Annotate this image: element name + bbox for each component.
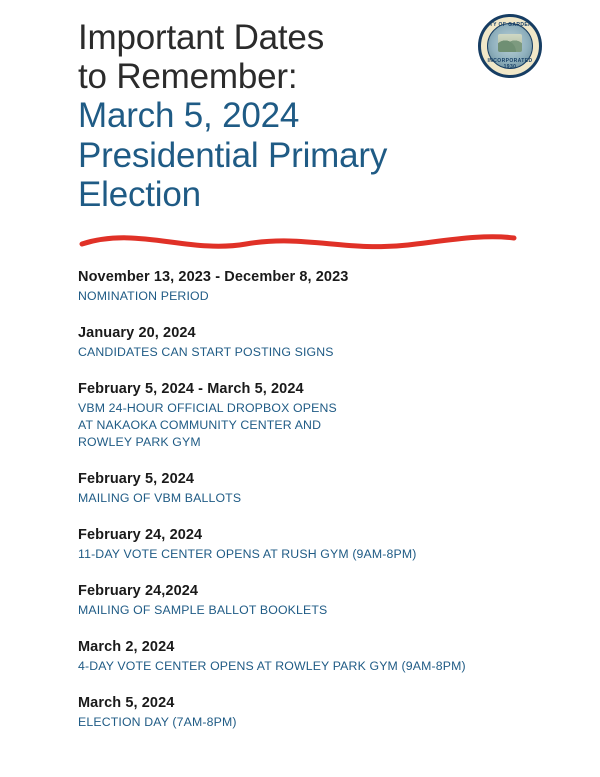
city-seal-band bbox=[481, 17, 539, 75]
entry-description bbox=[78, 344, 548, 361]
entry-description-line: VBM 24-HOUR OFFICIAL DROPBOX OPENS bbox=[78, 400, 337, 415]
entry-description bbox=[78, 658, 548, 675]
city-seal-icon bbox=[478, 14, 542, 78]
title-line-3: March 5, 2024 bbox=[78, 96, 300, 136]
entry-description-line: CANDIDATES CAN START POSTING SIGNS bbox=[78, 344, 334, 359]
entry-description-line: MAILING OF VBM BALLOTS bbox=[78, 490, 242, 505]
important-dates-list bbox=[78, 269, 548, 731]
entry-description-line: MAILING OF SAMPLE BALLOT BOOKLETS bbox=[78, 602, 328, 617]
list-item bbox=[78, 381, 548, 451]
entry-date: March 2, 2024 bbox=[78, 638, 175, 655]
entry-description bbox=[78, 546, 548, 563]
city-seal-top-text: CITY OF GARDENA bbox=[483, 22, 537, 28]
entry-description-line: ROWLEY PARK GYM bbox=[78, 434, 201, 449]
entry-description bbox=[78, 288, 548, 305]
entry-description-line: AT NAKAOKA COMMUNITY CENTER AND bbox=[78, 417, 322, 432]
list-item bbox=[78, 527, 548, 563]
list-item bbox=[78, 471, 548, 507]
list-item bbox=[78, 583, 548, 619]
city-seal-bottom-text: INCORPORATED 1930 bbox=[487, 58, 533, 70]
title-line-1: Important Dates bbox=[78, 18, 324, 57]
entry-date: November 13, 2023 - December 8, 2023 bbox=[78, 268, 349, 285]
entry-description-line: 11-DAY VOTE CENTER OPENS AT RUSH GYM (9AM-8PM) bbox=[78, 546, 417, 561]
list-item bbox=[78, 325, 548, 361]
entry-description-line: ELECTION DAY (7AM-8PM) bbox=[78, 714, 237, 729]
entry-description bbox=[78, 602, 548, 619]
entry-date: February 5, 2024 - March 5, 2024 bbox=[78, 380, 304, 397]
entry-date: January 20, 2024 bbox=[78, 324, 196, 341]
entry-date: February 24,2024 bbox=[78, 582, 199, 599]
title-line-5: Election bbox=[78, 174, 201, 214]
entry-description bbox=[78, 490, 548, 507]
list-item bbox=[78, 639, 548, 675]
flyer-header bbox=[0, 0, 600, 214]
entry-date: February 24, 2024 bbox=[78, 526, 203, 543]
entry-date: March 5, 2024 bbox=[78, 694, 175, 711]
entry-description bbox=[78, 400, 548, 451]
title-line-2: to Remember: bbox=[78, 57, 298, 97]
entry-description-line: NOMINATION PERIOD bbox=[78, 288, 209, 303]
entry-description-line: 4-DAY VOTE CENTER OPENS AT ROWLEY PARK GYM (9AM-8PM) bbox=[78, 658, 466, 673]
list-item bbox=[78, 695, 548, 731]
red-wave-divider bbox=[78, 228, 518, 256]
entry-description bbox=[78, 714, 548, 731]
list-item bbox=[78, 269, 548, 305]
entry-date: February 5, 2024 bbox=[78, 470, 195, 487]
title-line-4: Presidential Primary bbox=[78, 135, 388, 175]
